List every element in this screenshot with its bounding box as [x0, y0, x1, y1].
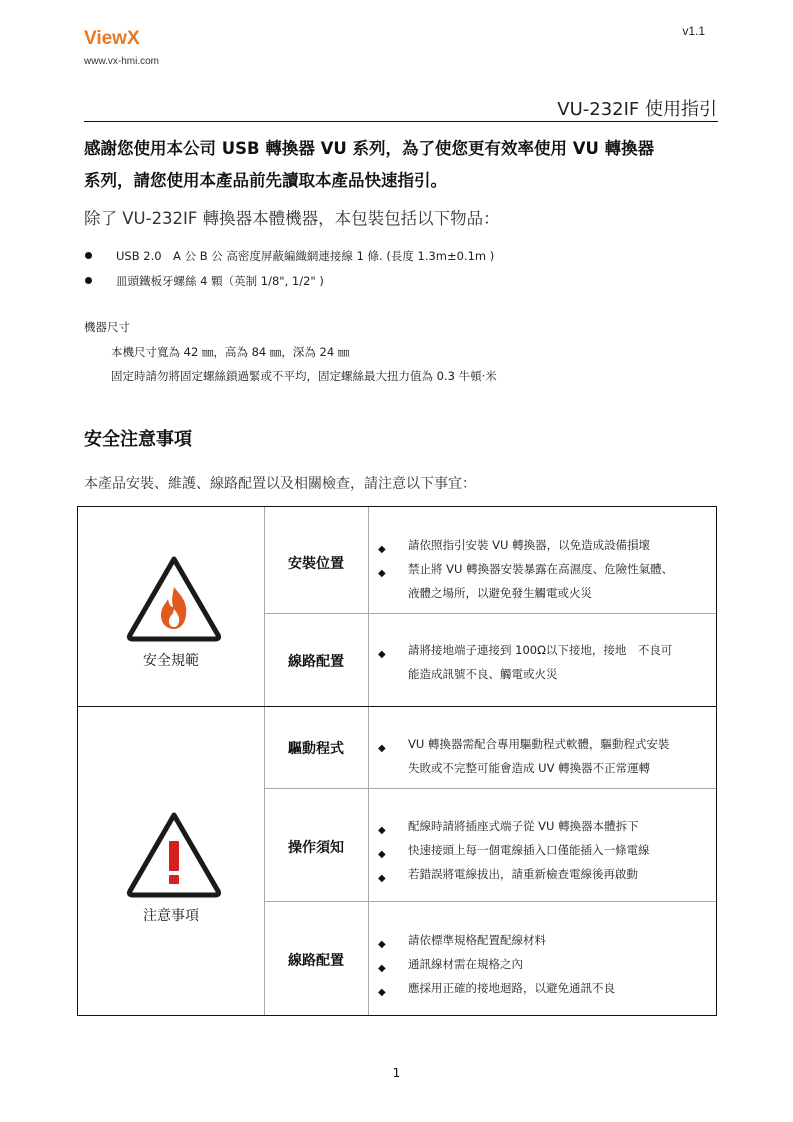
header-divider — [84, 121, 718, 122]
list-item-continuation: 能造成訊號不良、觸電或火災 — [408, 667, 558, 681]
dimensions-size: 本機尺寸寬為 42 ㎜，高為 84 ㎜，深為 24 ㎜ — [111, 345, 350, 359]
table-row-divider — [264, 788, 716, 789]
page-number: 1 — [392, 1066, 401, 1080]
intro-line-2: 系列，請您使用本產品前先讀取本產品快速指引。 — [84, 171, 447, 190]
package-items-list — [84, 245, 494, 295]
safety-regulations-label: 安全規範 — [143, 653, 199, 669]
list-item: ◆ 請依照指引安裝 VU 轉換器，以免造成設備損壞 — [374, 533, 673, 557]
brand-url: www.vx-hmi.com — [84, 56, 160, 67]
list-item: ◆ 禁止將 VU 轉換器安裝暴露在高濕度、危險性氣體、 — [374, 557, 673, 581]
package-intro: 除了 VU-232IF 轉換器本體機器，本包裝包括以下物品： — [84, 209, 500, 228]
list-item: ◆ 若錯誤將電線拔出，請重新檢查電線後再啟動 — [374, 862, 650, 886]
diamond-bullet-icon: ◆ — [378, 963, 386, 974]
list-item-continuation: 液體之場所，以避免發生觸電或火災 — [408, 586, 592, 600]
dimensions-heading: 機器尺寸 — [84, 320, 130, 334]
table-row-divider — [264, 901, 716, 902]
table-divider — [368, 507, 369, 1015]
safety-section-title: 安全注意事項 — [84, 429, 192, 450]
list-item-continuation: 失敗或不完整可能會造成 UV 轉換器不正常運轉 — [408, 761, 651, 775]
table-row-divider — [264, 613, 716, 614]
dimensions-torque-note: 固定時請勿將固定螺絲鎖過緊或不平均，固定螺絲最大扭力值為 0.3 牛頓·米 — [111, 369, 497, 383]
table-divider — [264, 507, 265, 1015]
precautions-label: 注意事項 — [143, 908, 199, 924]
diamond-bullet-icon: ◆ — [378, 849, 386, 860]
intro-paragraph — [84, 133, 724, 197]
safety-section-subtitle: 本產品安裝、維護、線路配置以及相關檢查，請注意以下事宜： — [84, 476, 476, 492]
version-label: v1.1 — [682, 24, 705, 38]
diamond-bullet-icon: ◆ — [378, 825, 386, 836]
wiring-bullets — [374, 638, 672, 686]
brand-logo: ViewX — [84, 28, 140, 49]
list-item: ◆ 通訊線材需在規格之內 — [374, 952, 615, 976]
diamond-bullet-icon: ◆ — [378, 544, 386, 555]
diamond-bullet-icon: ◆ — [378, 939, 386, 950]
diamond-bullet-icon: ◆ — [378, 873, 386, 884]
driver-bullets — [374, 732, 669, 780]
diamond-bullet-icon: ◆ — [378, 649, 386, 660]
bullet-dot-icon — [85, 252, 92, 259]
operation-bullets — [374, 814, 650, 886]
safety-table — [77, 506, 717, 1016]
row-label-operation: 操作須知 — [288, 840, 344, 856]
list-item: USB 2.0 A 公 B 公 高密度屏蔽編織網連接線 1 條. (長度 1.3m±0.1m ) — [84, 245, 494, 270]
row-label-wiring-2: 線路配置 — [288, 953, 344, 969]
wiring-2-bullets — [374, 928, 615, 1000]
bullet-dot-icon — [85, 277, 92, 284]
diamond-bullet-icon: ◆ — [378, 743, 386, 754]
diamond-bullet-icon: ◆ — [378, 568, 386, 579]
table-group-divider — [78, 706, 716, 707]
install-location-bullets — [374, 533, 673, 605]
row-label-driver: 驅動程式 — [288, 741, 344, 757]
list-item: ◆ 請將接地端子連接到 100Ω以下接地，接地 不良可 — [374, 638, 672, 662]
fire-warning-icon — [124, 553, 224, 643]
list-item: ◆ 配線時請將插座式端子從 VU 轉換器本體拆下 — [374, 814, 650, 838]
document-title: VU-232IF 使用指引 — [557, 99, 717, 120]
list-item: ◆ VU 轉換器需配合專用驅動程式軟體，驅動程式安裝 — [374, 732, 669, 756]
list-item: ◆ 請依標準規格配置配線材料 — [374, 928, 615, 952]
list-item: ◆ 應採用正確的接地迴路，以避免通訊不良 — [374, 976, 615, 1000]
exclamation-warning-icon — [124, 809, 224, 899]
row-label-install-location: 安裝位置 — [288, 556, 344, 572]
list-item: ◆ 快速接頭上每一個電線插入口僅能插入一條電線 — [374, 838, 650, 862]
row-label-wiring: 線路配置 — [288, 654, 344, 670]
list-item: 皿頭鐵板牙螺絲 4 顆（英制 1/8", 1/2" ) — [84, 270, 494, 295]
diamond-bullet-icon: ◆ — [378, 987, 386, 998]
intro-line-1: 感謝您使用本公司 USB 轉換器 VU 系列，為了使您更有效率使用 VU 轉換器 — [84, 139, 655, 158]
